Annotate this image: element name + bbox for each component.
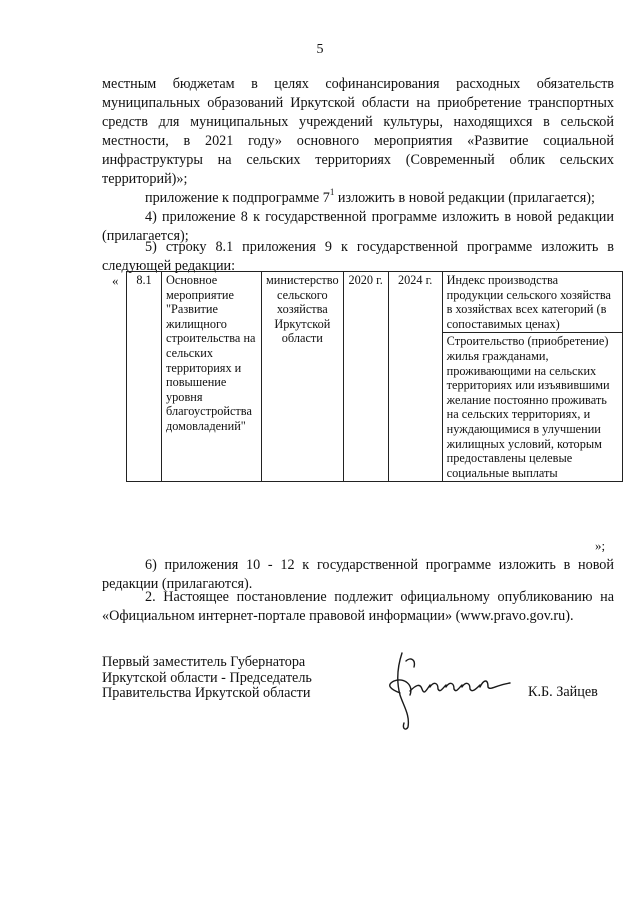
text-line: Правительства Иркутской области bbox=[102, 685, 311, 701]
text-line: средств для муниципальных учреждений культуры, находящихся в сельской bbox=[102, 114, 614, 130]
text-line: (прилагается); bbox=[102, 228, 189, 244]
paragraph-subsidy bbox=[102, 75, 614, 189]
signatory-title bbox=[102, 655, 312, 702]
paragraph-appendix-7 bbox=[145, 189, 615, 208]
cell-indicator-1: Индекс производства продукции сельского хозяйства в хозяйствах всех категорий (в сопоставимых ценах) bbox=[442, 272, 622, 333]
text-line: следующей редакции: bbox=[102, 258, 236, 274]
table-row bbox=[127, 272, 623, 333]
text-line: местным бюджетам в целях софинансирования расходных обязательств bbox=[102, 76, 614, 92]
handwritten-signature bbox=[380, 645, 520, 735]
text-line: «Официальном интернет-портале правовой информации» (www.pravo.gov.ru). bbox=[102, 608, 574, 624]
quote-open: « bbox=[112, 273, 119, 288]
text-line: 6) приложения 10 - 12 к государственной программе изложить в новой bbox=[145, 557, 614, 573]
text-line: территорий)»; bbox=[102, 171, 188, 187]
text-line: 4) приложение 8 к государственной программе изложить в новой редакции bbox=[145, 209, 614, 225]
text-line: местности, в 2021 году» основного мероприятия «Развитие социальной bbox=[102, 133, 614, 149]
cell-year-end: 2024 г. bbox=[388, 272, 442, 482]
text-line: Первый заместитель Губернатора bbox=[102, 654, 306, 670]
page-number: 5 bbox=[316, 42, 324, 57]
signatory-name: К.Б. Зайцев bbox=[528, 684, 598, 700]
cell-number: 8.1 bbox=[127, 272, 162, 482]
text-line: 2. Настоящее постановление подлежит официальному опубликованию на bbox=[145, 589, 614, 605]
text-line: инфраструктуры на сельских территориях (Современный облик сельских bbox=[102, 152, 614, 168]
cell-name: Основное мероприятие "Развитие жилищного строительства на сельских территориях и повышение уровня благоустройства домовладений" bbox=[162, 272, 262, 482]
paragraph-publication bbox=[102, 588, 614, 626]
quote-close: »; bbox=[595, 538, 606, 553]
cell-indicator-2: Строительство (приобретение) жилья гражданами, проживающими на сельских территориях или изъявившими желание постоянно проживать на сельских территориях, и нуждающимися в улучшении жилищных условий, которым предоставлены целевые социальные выплаты bbox=[442, 333, 622, 482]
cell-organization: министерство сельского хозяйства Иркутской области bbox=[262, 272, 344, 482]
text-fragment: приложение к подпрограмме 7 bbox=[145, 190, 330, 206]
program-table bbox=[126, 271, 623, 482]
text-line: муниципальных образований Иркутской области на приобретение транспортных bbox=[102, 95, 614, 111]
text-line: 5) строку 8.1 приложения 9 к государственной программе изложить в bbox=[145, 239, 614, 255]
cell-year-start: 2020 г. bbox=[343, 272, 388, 482]
superscript: 1 bbox=[329, 187, 335, 198]
text-line: Иркутской области - Председатель bbox=[102, 669, 312, 686]
text-line: редакции (прилагаются). bbox=[102, 576, 253, 592]
text-fragment: изложить в новой редакции (прилагается); bbox=[334, 190, 595, 206]
